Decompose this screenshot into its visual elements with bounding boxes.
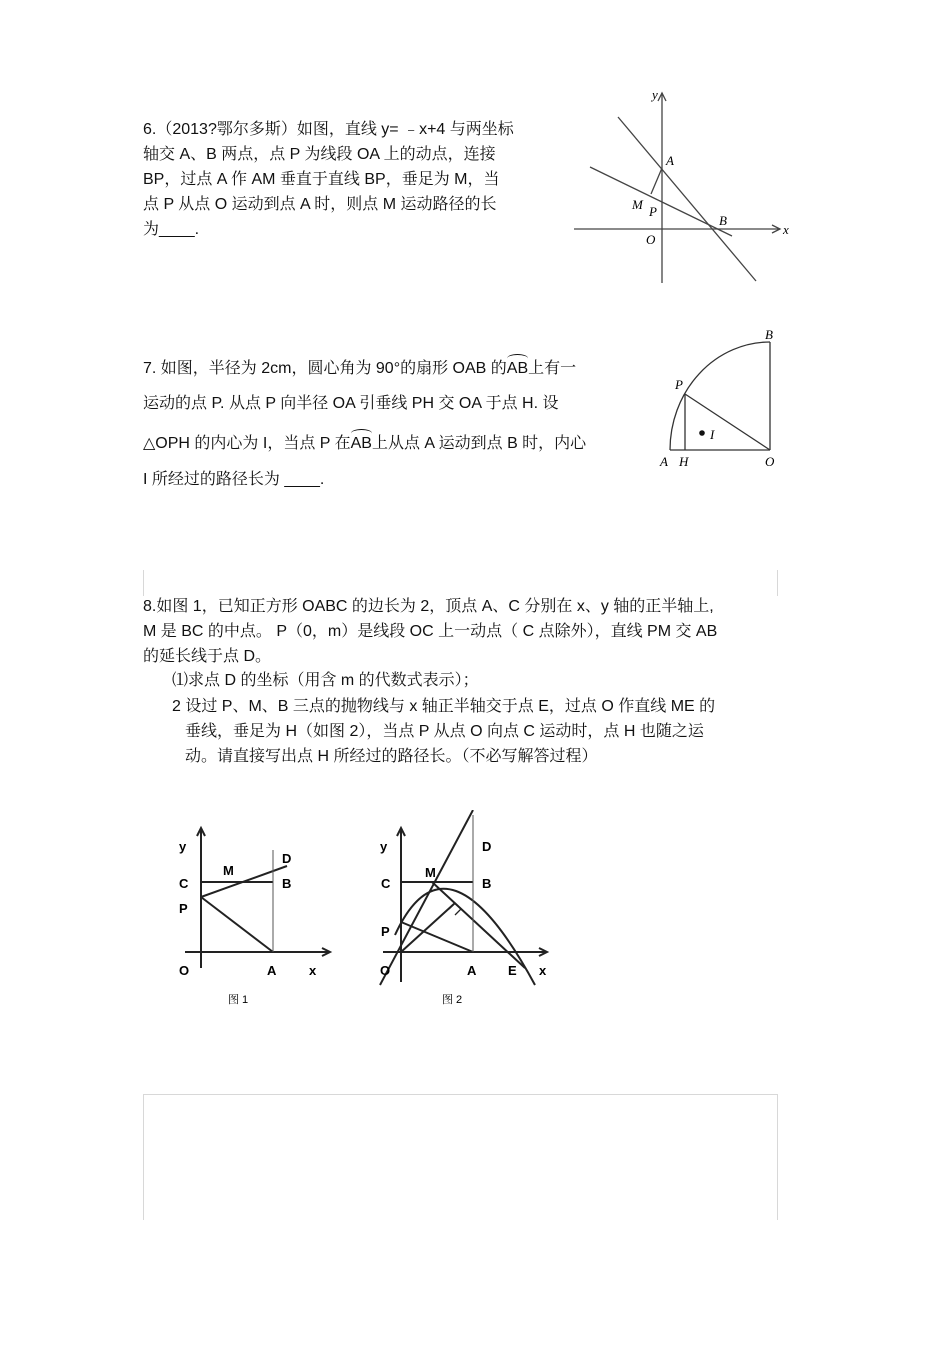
fig2-label-D: D bbox=[482, 839, 492, 854]
p6-figure bbox=[560, 85, 800, 290]
p8-sub-2-line-2: 垂线，垂足为 H（如图 2），当点 P 从点 O 向点 C 运动时，点 H 也随之运 bbox=[185, 723, 704, 740]
fig2-label-x: x bbox=[539, 963, 547, 978]
p8-figure-1 bbox=[170, 820, 340, 1015]
p7-line-1-text: 7. 如图，半径为 2cm，圆心角为 90°的扇形 OAB 的 bbox=[143, 360, 507, 377]
fig2-label-B: B bbox=[482, 876, 492, 891]
fig1-label-y: y bbox=[179, 839, 187, 854]
p6-label-M: M bbox=[632, 197, 643, 212]
p7-figure bbox=[655, 320, 785, 475]
p7-label-O: O bbox=[765, 454, 775, 469]
p6-line-4: 点 P 从点 O 运动到点 A 时，则点 M 运动路径的长 bbox=[143, 196, 497, 213]
p7-arc-AB-2: AB bbox=[350, 435, 372, 452]
fig1-label-M: M bbox=[223, 863, 234, 878]
p6-label-A: A bbox=[666, 153, 674, 168]
frame-right-top bbox=[777, 570, 778, 596]
p7-line-1-after: 上有一 bbox=[528, 360, 577, 377]
fig2-label-E: E bbox=[508, 963, 517, 978]
p7-label-I: I bbox=[710, 427, 715, 442]
p6-line-3: BP，过点 A 作 AM 垂直于直线 BP，垂足为 M，当 bbox=[143, 171, 500, 188]
fig2-segment-ME bbox=[432, 882, 525, 968]
fig1-label-x: x bbox=[309, 963, 317, 978]
p8-sub-2-line-1: 2 设过 P、M、B 三点的抛物线与 x 轴正半轴交于点 E，过点 O 作直线 ME 的 bbox=[172, 698, 716, 715]
p7-label-H: H bbox=[679, 454, 689, 469]
p7-label-P: P bbox=[675, 377, 683, 392]
p6-label-x: x bbox=[783, 222, 789, 237]
frame-bottom-right-edge bbox=[777, 1094, 778, 1220]
fig1-label-P: P bbox=[179, 901, 188, 916]
p6-label-P: P bbox=[649, 204, 657, 219]
fig1-caption: 图 1 bbox=[228, 994, 249, 1006]
fig1-segment-PA bbox=[201, 897, 273, 952]
fig1-label-B: B bbox=[282, 876, 292, 891]
fig2-segment-PA bbox=[401, 922, 473, 952]
p6-line-5: 为____. bbox=[143, 221, 200, 238]
fig2-caption: 图 2 bbox=[442, 994, 463, 1006]
p7-segment-PO bbox=[685, 394, 770, 450]
fig2-label-A: A bbox=[467, 963, 477, 978]
p7-line-2: 运动的点 P. 从点 P 向半径 OA 引垂线 PH 交 OA 于点 H. 设 bbox=[143, 395, 559, 412]
p7-line-4: I 所经过的路径长为 ____. bbox=[143, 471, 325, 488]
fig2-right-angle-mark bbox=[449, 903, 461, 915]
p7-line-3 bbox=[143, 434, 586, 454]
p8-sub-1: ⑴求点 D 的坐标（用含 m 的代数式表示）； bbox=[172, 672, 479, 689]
p6-label-O: O bbox=[646, 232, 656, 247]
p7-line-1 bbox=[143, 359, 576, 379]
p6-line-BP bbox=[590, 167, 732, 236]
p7-arc-AB-1: AB bbox=[506, 360, 529, 377]
p8-figure-2 bbox=[375, 810, 560, 1015]
fig2-label-C: C bbox=[381, 876, 391, 891]
fig2-label-M: M bbox=[425, 865, 436, 880]
p7-label-A: A bbox=[660, 454, 668, 469]
fig2-label-P: P bbox=[381, 924, 390, 939]
p8-line-3: 的延长线于点 D。 bbox=[143, 648, 272, 665]
p6-line-1: 6.（2013?鄂尔多斯）如图，直线 y= ﹣x+4 与两坐标 bbox=[143, 121, 514, 138]
fig1-label-D: D bbox=[282, 851, 292, 866]
frame-bottom-top-edge bbox=[143, 1094, 778, 1095]
frame-left-top bbox=[143, 570, 144, 596]
p6-label-y: y bbox=[652, 87, 658, 102]
p8-sub-2-line-3: 动。请直接写出点 H 所经过的路径长。（不必写解答过程） bbox=[185, 748, 598, 765]
fig1-label-O: O bbox=[179, 963, 190, 978]
frame-bottom-left-edge bbox=[143, 1094, 144, 1220]
fig1-label-C: C bbox=[179, 876, 189, 891]
fig1-label-A: A bbox=[267, 963, 277, 978]
p6-segment-AM bbox=[651, 168, 662, 194]
fig2-label-O: O bbox=[380, 963, 391, 978]
fig2-label-y: y bbox=[380, 839, 388, 854]
p6-label-B: B bbox=[719, 213, 727, 228]
fig2-line-PM bbox=[380, 810, 473, 985]
p7-line-3-text: △OPH 的内心为 I，当点 P 在 bbox=[143, 435, 351, 452]
p7-line-3-after: 上从点 A 运动到点 B 时，内心 bbox=[371, 435, 587, 452]
p8-line-1: 8.如图 1，已知正方形 OABC 的边长为 2，顶点 A、C 分别在 x、y 轴的正半轴上, bbox=[143, 598, 714, 615]
p6-line-2: 轴交 A、B 两点，点 P 为线段 OA 上的动点，连接 bbox=[143, 146, 496, 163]
p7-label-B: B bbox=[765, 327, 773, 342]
p7-point-I bbox=[699, 430, 705, 436]
p8-line-2: M 是 BC 的中点。 P（0，m）是线段 OC 上一动点（ C 点除外），直线 PM 交 AB bbox=[143, 623, 718, 640]
